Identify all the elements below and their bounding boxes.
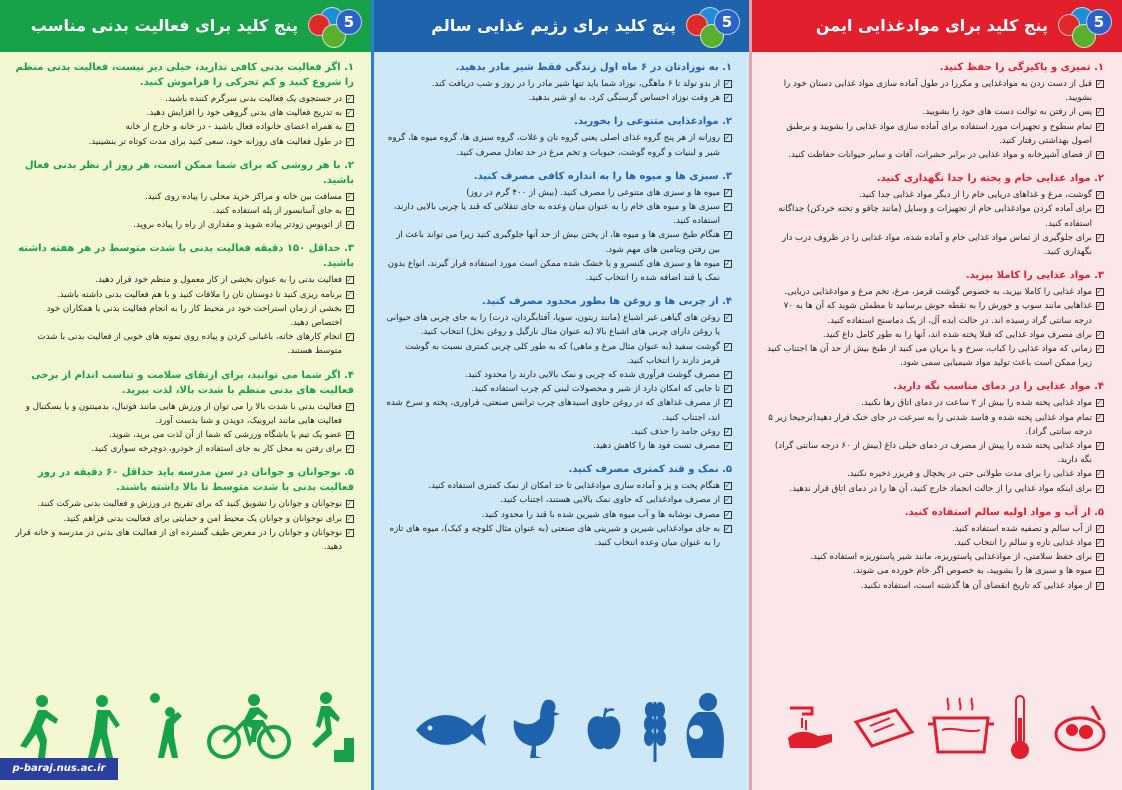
- checklist-item: [386, 508, 732, 522]
- checklist-item: [764, 202, 1104, 230]
- item-text: گوشت سفید (به عنوان مثال مرغ و ماهی) که به طور کلی چربی کمتری نسبت به گوشت قرمز دارند را انتخاب کنید.: [405, 341, 720, 366]
- column-physical-activity: [0, 0, 372, 790]
- item-text: میوه ها و سبزی های کنسرو و یا خشک شده ممکن است مورد استفاده قرار گیرند، انواع بدون نمک یا قند اضافه شده را انتخاب کنید.: [387, 258, 720, 284]
- item-text: روغن های گیاهی غیر اشباع (مانند زیتون، سویا، آفتابگردان، ذرت) را به جای چربی های حیوانی یا روغن دارای چربی های اشباع بالا (به عنوان مثال نارگیل و روغن نخل) انتخاب کنید.: [386, 313, 720, 338]
- column-divider: [371, 0, 374, 790]
- item-text: زمانی که مواد غذایی را کباب، سرخ و یا بریان می کنید از طبخ بیش از حد آن ها اجتناب کنید زیرا ممکن است باعث تولید مواد شیمیایی سمی شود.: [767, 344, 1092, 369]
- checklist-item: [386, 91, 732, 105]
- section-title: ۱. اگر فعالیت بدنی کافی ندارید، خیلی دیر نیست، فعالیت بدنی منظم را شروع کنید و کم تحرکی را فراموش کنید.: [15, 62, 354, 88]
- checklist-item: [764, 579, 1104, 593]
- thermometer-icon: [1008, 694, 1032, 762]
- food-plate-icon: [1052, 702, 1108, 756]
- column-title: پنج کلید برای رژیم غذایی سالم: [431, 16, 676, 35]
- fish-icon: [412, 706, 488, 754]
- section-title: ۳. مواد غذایی را کاملا بپزید.: [965, 270, 1104, 282]
- checkbox-checked-icon: ✓: [1096, 469, 1103, 479]
- item-text: عضو یک تیم یا باشگاه ورزشی که شما از آن لذت می برید، شوید.: [108, 430, 342, 441]
- item-text: غذاهایی مانند سوپ و خورش را به نقطه جوش برسانید تا مطمئن شوید که آن ها به ۷۰ درجه سانتی گراد رسیده اند. در حالت ایده آل، از یک دماسنج استفاده کنید.: [783, 301, 1092, 326]
- checklist-item: [764, 285, 1104, 299]
- section-title: ۵. نمک و قند کمتری مصرف کنید.: [568, 464, 732, 476]
- checkbox-checked-icon: ✓: [346, 191, 353, 201]
- checkbox-checked-icon: ✓: [346, 275, 353, 285]
- checkbox-checked-icon: ✓: [1096, 344, 1103, 354]
- checkbox-checked-icon: ✓: [1096, 412, 1103, 422]
- checkbox-checked-icon: ✓: [724, 523, 731, 533]
- badge-number: 5: [336, 9, 362, 35]
- section-title: ۵. نوجوانان و جوانان در سن مدرسه باید حداقل ۶۰ دقیقه در روز فعالیت بدنی با شدت متوسط تا بالا داشته باشند.: [38, 467, 354, 494]
- checkbox-checked-icon: ✓: [346, 401, 353, 411]
- column-header: [0, 0, 372, 52]
- checklist-item: [386, 131, 732, 159]
- checklist-item: [764, 439, 1104, 467]
- checkbox-checked-icon: ✓: [1096, 287, 1103, 297]
- checklist-item: [14, 302, 354, 330]
- cyclist-icon: [206, 692, 292, 762]
- item-text: در طول فعالیت های روزانه خود، سعی کنید برای مدت کوتاه تر بنشینید.: [88, 136, 342, 147]
- checklist-item: [14, 330, 354, 358]
- item-text: مواد غذایی را برای مدت طولانی حتی در یخچال و فریزر ذخیره نکنید.: [847, 469, 1092, 480]
- checkbox-checked-icon: ✓: [1096, 552, 1103, 562]
- item-text: هنگام پخت و پز و آماده سازی موادغذایی تا حد امکان از نمک کمتری استفاده کنید.: [428, 481, 720, 492]
- five-keys-badge-icon: [302, 6, 362, 48]
- item-text: برای نوجوانان و جوانان یک محیط امن و حمایتی برای فعالیت بدنی فراهم کنید.: [63, 513, 342, 524]
- checkbox-checked-icon: ✓: [346, 430, 353, 440]
- column-header: [372, 0, 750, 52]
- apple-icon: [584, 706, 624, 754]
- item-text: انجام کارهای خانه، باغبانی کردن و پیاده روی نمونه های خوبی از فعالیت بدنی با شدت متوسط هستند.: [37, 332, 342, 357]
- checkbox-checked-icon: ✓: [346, 94, 353, 103]
- checkbox-checked-icon: ✓: [724, 79, 731, 88]
- section-title: ۲. با هر روشی که برای شما ممکن است، هر روز از نظر بدنی فعال باشید.: [24, 159, 354, 186]
- column-title: پنج کلید برای موادغذایی ایمن: [815, 16, 1048, 35]
- checklist-item: [764, 522, 1104, 536]
- five-keys-badge-icon: [1052, 6, 1112, 48]
- section-title: ۱. تمیزی و پاکیزگی را حفظ کنید.: [939, 62, 1104, 73]
- item-text: گوشت، مرغ و غذاهای دریایی خام را از دیگر مواد غذایی جدا کنید.: [858, 190, 1092, 201]
- item-text: روغن جامد را حذف کنید.: [630, 426, 720, 437]
- checkbox-checked-icon: ✓: [1096, 107, 1103, 117]
- checkbox-checked-icon: ✓: [346, 289, 353, 299]
- column-food-safety: [750, 0, 1122, 790]
- checklist-item: [764, 105, 1104, 119]
- cooking-pot-icon: [926, 696, 996, 760]
- checkbox-checked-icon: ✓: [724, 481, 731, 491]
- section-title: ۲. موادغذایی متنوعی را بخورید.: [574, 116, 732, 128]
- key-section: [14, 465, 354, 554]
- checklist-item: [14, 135, 354, 149]
- ball-playing-child-icon: [146, 692, 190, 762]
- section-title: ۴. از چربی ها و روغن ها بطور محدود مصرف کنید.: [481, 296, 732, 308]
- checkbox-checked-icon: ✓: [1096, 566, 1103, 576]
- checkbox-checked-icon: ✓: [1096, 580, 1103, 590]
- key-section: [764, 268, 1104, 370]
- column-content: [386, 60, 732, 559]
- checkbox-checked-icon: ✓: [346, 303, 353, 313]
- checkbox-checked-icon: ✓: [346, 108, 353, 118]
- checklist-item: [386, 439, 732, 453]
- item-text: از اتوبوس زودتر پیاده شوید و مقداری از راه را پیاده بروید.: [133, 220, 342, 231]
- key-section: [764, 171, 1104, 259]
- column-content: [764, 60, 1104, 602]
- checklist-item: [764, 467, 1104, 481]
- five-keys-badge-icon: [680, 6, 740, 48]
- item-text: مواد غذایی را کاملا بپزید، به خصوص گوشت قرمز، مرغ، تخم مرغ و موادغذایی دریایی.: [784, 287, 1092, 298]
- key-section: [386, 114, 732, 159]
- checkbox-checked-icon: ✓: [1096, 398, 1103, 408]
- checklist-item: [14, 106, 354, 120]
- checkbox-checked-icon: ✓: [346, 220, 353, 230]
- checkbox-checked-icon: ✓: [346, 136, 353, 146]
- checkbox-checked-icon: ✓: [724, 495, 731, 505]
- column-content: [14, 60, 354, 563]
- checklist-item: [14, 288, 354, 302]
- item-text: فعالیت بدنی با شدت بالا را می توان از ورزش هایی مانند فوتبال، بدمینتون و یا بسکتبال و فعالیت هایی مانند ایروبیک، دویدن و شنا بدست آورد.: [25, 401, 342, 426]
- section-title: ۲. مواد غذایی خام و پخته را جدا نگهداری کنید.: [876, 173, 1104, 185]
- item-text: میوه ها و سبزی ها را بشویید، به خصوص اگر خام خورده می شوند.: [852, 566, 1092, 577]
- checkbox-checked-icon: ✓: [724, 341, 731, 351]
- item-text: برای جلوگیری از تماس مواد غذایی خام و آماده شده، مواد غذایی را در ظروف درب دار نگهداری کنید.: [781, 232, 1092, 258]
- item-text: هنگام طبخ سبزی ها و میوه ها، از پختن بیش از حد آنها جلوگیری کنید زیرا می تواند باعث از بین رفتن ویتامین های مهم شود.: [396, 230, 720, 255]
- key-section: [14, 158, 354, 233]
- checklist-item: [14, 400, 354, 428]
- checklist-item: [764, 148, 1104, 162]
- item-text: به همراه اعضای خانواده فعال باشید - در خانه و خارج از خانه: [125, 122, 342, 133]
- checkbox-checked-icon: ✓: [724, 202, 731, 212]
- item-text: مصرف گوشت فرآوری شده که چربی و نمک بالایی دارند را محدود کنید.: [464, 370, 720, 381]
- checklist-item: [764, 77, 1104, 105]
- checklist-item: [386, 425, 732, 439]
- key-section: [764, 60, 1104, 162]
- safety-icons: [750, 692, 1122, 764]
- item-text: بخشی از زمان استراحت خود در محیط کار را به انجام فعالیت بدنی با همکاران خود اختصاص دهید.: [46, 303, 342, 329]
- item-text: مواد غذایی پخته شده را پیش از مصرف در دمای خیلی داغ (بیش از ۶۰ درجه سانتی گراد) نگه دارید.: [774, 441, 1092, 466]
- key-section: [14, 241, 354, 358]
- checklist-item: [14, 273, 354, 287]
- checklist-item: [764, 231, 1104, 259]
- checkbox-checked-icon: ✓: [1096, 523, 1103, 533]
- section-title: ۳. سبزی ها و میوه ها را به اندازه کافی مصرف کنید.: [473, 170, 732, 182]
- key-section: [14, 368, 354, 457]
- chicken-icon: [506, 696, 570, 762]
- item-text: از فضای آشپزخانه و مواد غذایی در برابر حشرات، آفات و سایر حیوانات حفاظت کنید.: [788, 150, 1092, 161]
- checklist-item: [764, 188, 1104, 202]
- checkbox-checked-icon: ✓: [1096, 301, 1103, 311]
- checklist-item: [14, 428, 354, 442]
- item-text: برای آماده کردن موادغذایی خام از تجهیزات و وسایل (مانند چاقو و تخته خردکن) جداگانه استفاده کنید.: [778, 204, 1092, 229]
- checklist-item: [764, 396, 1104, 410]
- checklist-item: [764, 299, 1104, 327]
- item-text: از مواد غذایی که تاریخ انقضای آن ها گذشته است، استفاده نکنید.: [860, 580, 1092, 591]
- key-section: [386, 169, 732, 285]
- checkbox-checked-icon: ✓: [1096, 79, 1103, 88]
- checkbox-checked-icon: ✓: [1096, 441, 1103, 451]
- checklist-item: [386, 493, 732, 507]
- section-title: ۴. اگر شما می توانید، برای ارتقای سلامت و تناسب اندام از برخی فعالیت های بدنی منظم با شدت بالا، لذت ببرید.: [31, 369, 354, 396]
- checkbox-checked-icon: ✓: [346, 444, 353, 454]
- checkbox-checked-icon: ✓: [724, 370, 731, 380]
- key-section: [14, 60, 354, 149]
- item-text: فعالیت بدنی را به عنوان بخشی از کار معمول و منظم خود قرار دهید.: [95, 275, 342, 286]
- item-text: برنامه ریزی کنید تا دوستان تان را ملاقات کنید و با هم فعالیت بدنی داشته باشید.: [56, 289, 342, 300]
- checkbox-checked-icon: ✓: [1096, 329, 1103, 339]
- checklist-item: [386, 382, 732, 396]
- checklist-item: [14, 512, 354, 526]
- checklist-item: [14, 190, 354, 204]
- checklist-item: [14, 218, 354, 232]
- checkbox-checked-icon: ✓: [346, 527, 353, 537]
- checklist-item: [386, 522, 732, 550]
- checklist-item: [386, 228, 732, 256]
- cutting-board-icon: [852, 702, 916, 754]
- item-text: از آب سالم و تصفیه شده استفاده کنید.: [951, 523, 1092, 534]
- item-text: برای اینکه مواد غذایی را از حالت انجماد خارج کنید، آن ها را در دمای اتاق قرار ندهید.: [789, 483, 1092, 494]
- checklist-item: [764, 564, 1104, 578]
- section-title: ۴. مواد غذایی را در دمای مناسب نگه دارید.: [893, 381, 1104, 393]
- item-text: روزانه از هر پنج گروه غذای اصلی یعنی گروه نان و غلات، گروه سبزی ها، گروه میوه ها، گروه شیر و لبنیات و گروه گوشت، حبوبات و تخم مرغ در حد تعادل مصرف کنید.: [387, 133, 720, 158]
- item-text: برای رفتن به محل کار به جای استفاده از خودرو، دوچرخه سواری کنید.: [91, 444, 342, 455]
- checkbox-checked-icon: ✓: [1096, 232, 1103, 242]
- checklist-item: [764, 550, 1104, 564]
- checkbox-checked-icon: ✓: [724, 258, 731, 268]
- site-logo[interactable]: p-baraj.nus.ac.ir: [0, 758, 118, 780]
- diet-icons: [372, 692, 750, 764]
- column-title: پنج کلید برای فعالیت بدنی مناسب: [30, 16, 298, 35]
- item-text: از بدو تولد تا ۶ ماهگی، نوزاد شما باید تنها شیر مادر را در روز و شب دریافت کند.: [431, 79, 720, 89]
- checkbox-checked-icon: ✓: [346, 122, 353, 132]
- key-section: [764, 505, 1104, 593]
- checklist-item: [386, 77, 732, 91]
- item-text: برای مصرف مواد غذایی که قبلا پخته شده اند، آنها را به طور کامل داغ کنید.: [822, 329, 1092, 340]
- item-text: به جای آسانسور از پله استفاده کنید.: [212, 206, 342, 217]
- item-text: میوه ها و سبزی های متنوعی را مصرف کنید. (بیش از ۴۰۰ گرم در روز): [466, 187, 720, 198]
- checkbox-checked-icon: ✓: [346, 513, 353, 523]
- checklist-item: [764, 328, 1104, 342]
- checkbox-checked-icon: ✓: [724, 187, 731, 197]
- checklist-item: [386, 479, 732, 493]
- checkbox-checked-icon: ✓: [346, 499, 353, 509]
- section-title: ۳. حداقل ۱۵۰ دقیقه فعالیت بدنی با شدت متوسط در هر هفته داشته باشید.: [18, 243, 354, 270]
- checkbox-checked-icon: ✓: [724, 230, 731, 240]
- checklist-item: [14, 120, 354, 134]
- stair-climber-icon: [306, 692, 356, 762]
- item-text: به تدریج فعالیت های بدنی گروهی خود را افزایش دهید.: [146, 108, 342, 119]
- checklist-item: [386, 257, 732, 285]
- checklist-item: [14, 92, 354, 106]
- column-divider: [749, 0, 752, 790]
- badge-number: 5: [714, 9, 740, 35]
- checklist-item: [386, 368, 732, 382]
- checkbox-checked-icon: ✓: [724, 426, 731, 436]
- item-text: در جستجوی یک فعالیت بدنی سرگرم کننده باشید.: [165, 94, 342, 104]
- checklist-item: [386, 200, 732, 228]
- section-title: ۵. از آب و مواد اولیه سالم استفاده کنید.: [904, 506, 1104, 518]
- checkbox-checked-icon: ✓: [1096, 204, 1103, 214]
- key-section: [764, 379, 1104, 495]
- item-text: به جای موادغذایی شیرین و شیرینی های صنعتی (به عنوان مثال کلوچه و کیک)، میوه های تازه را به عنوان میان وعده انتخاب کنید.: [389, 523, 720, 549]
- checkbox-checked-icon: ✓: [1096, 538, 1103, 548]
- checkbox-checked-icon: ✓: [346, 332, 353, 342]
- item-text: قبل از دست زدن به موادغذایی و مکررا در طول آماده سازی مواد غذایی دستان خود را بشویید.: [783, 79, 1092, 104]
- walking-person-icon: [80, 694, 124, 760]
- checkbox-checked-icon: ✓: [1096, 121, 1103, 131]
- checkbox-checked-icon: ✓: [724, 93, 731, 103]
- item-text: پس از رفتن به توالت دست های خود را بشویید.: [922, 107, 1092, 118]
- item-text: برای حفظ سلامتی، از موادغذایی پاستوریزه، مانند شیر پاستوریزه استفاده کنید.: [810, 552, 1092, 563]
- checklist-item: [386, 186, 732, 200]
- item-text: از مصرف موادغذایی که حاوی نمک بالایی هستند، اجتناب کنید.: [500, 495, 720, 506]
- column-header: [750, 0, 1122, 52]
- checkbox-checked-icon: ✓: [346, 206, 353, 216]
- hand-washing-icon: [782, 698, 838, 758]
- item-text: مصرف نوشابه ها و آب میوه های شیرین شده با قند را محدود کنید.: [481, 509, 720, 520]
- checkbox-checked-icon: ✓: [724, 133, 731, 143]
- checklist-item: [764, 536, 1104, 550]
- key-section: [386, 462, 732, 550]
- checklist-item: [14, 442, 354, 456]
- item-text: مواد غذایی پخته شده را بیش از ۲ ساعت در دمای اتاق رها نکنید.: [861, 398, 1092, 409]
- running-person-icon: [16, 694, 60, 760]
- item-text: مسافت بین خانه و مراکز خرید محلی را پیاده روی کنید.: [144, 191, 342, 202]
- checklist-item: [764, 342, 1104, 370]
- checkbox-checked-icon: ✓: [1096, 190, 1103, 200]
- badge-number: 5: [1086, 9, 1112, 35]
- key-section: [386, 294, 732, 453]
- checkbox-checked-icon: ✓: [724, 313, 731, 323]
- checklist-item: [386, 340, 732, 368]
- checkbox-checked-icon: ✓: [724, 384, 731, 394]
- item-text: تمام مواد غذایی پخته شده و فاسد شدنی را به سرعت در جای خنک قرار دهید(ترجیحا زیر ۵ درجه سانتی گراد).: [768, 412, 1092, 437]
- checkbox-checked-icon: ✓: [1096, 483, 1103, 493]
- column-healthy-diet: [372, 0, 750, 790]
- wheat-icon: [638, 694, 672, 762]
- checkbox-checked-icon: ✓: [1096, 150, 1103, 160]
- item-text: مصرف تست فود ها را کاهش دهید.: [592, 441, 720, 452]
- mother-baby-icon: [678, 692, 728, 762]
- item-text: از مصرف غذاهای که در روغن حاوی اسیدهای چرب ترانس صنعتی، فراوری، پخته و سرخ شده اند، اجتناب کنید.: [386, 398, 720, 423]
- checklist-item: [14, 497, 354, 511]
- item-text: نوجوانان و جوانان را در معرض طیف گسترده ای از فعالیت های بدنی در مدرسه و خانه قرار دهید.: [15, 527, 342, 553]
- key-section: [386, 60, 732, 105]
- item-text: نوجوانان و جوانان را تشویق کنید که برای تفریح در ورزش و فعالیت بدنی شرکت کنند.: [37, 499, 342, 510]
- checkbox-checked-icon: ✓: [724, 398, 731, 408]
- checkbox-checked-icon: ✓: [724, 509, 731, 519]
- checkbox-checked-icon: ✓: [724, 441, 731, 451]
- item-text: تمام سطوح و تجهیزات مورد استفاده برای آماده سازی مواد غذایی را بشویید و برطبق اصول بهداشتی رفتار کنید.: [786, 121, 1092, 146]
- activity-icons: [0, 692, 372, 764]
- checklist-item: [764, 411, 1104, 439]
- item-text: تا جایی که امکان دارد از شیر و محصولات لبنی کم چرب استفاده کنید.: [471, 384, 720, 395]
- checklist-item: [14, 526, 354, 554]
- checklist-item: [14, 204, 354, 218]
- item-text: مواد غذایی تازه و سالم را انتخاب کنید.: [954, 538, 1092, 549]
- item-text: هر وقت نوزاد احساس گرسنگی کرد، به او شیر بدهید.: [528, 93, 720, 104]
- checklist-item: [386, 396, 732, 424]
- checklist-item: [764, 120, 1104, 148]
- section-title: ۱. به نوزادتان در ۶ ماه اول زندگی فقط شیر مادر بدهید.: [455, 62, 732, 73]
- item-text: سبزی ها و میوه های خام را به عنوان میان وعده به جای تنقلاتی که قند یا چربی بالایی دارند، استفاده کنید.: [393, 202, 720, 227]
- checklist-item: [386, 311, 732, 339]
- checklist-item: [764, 482, 1104, 496]
